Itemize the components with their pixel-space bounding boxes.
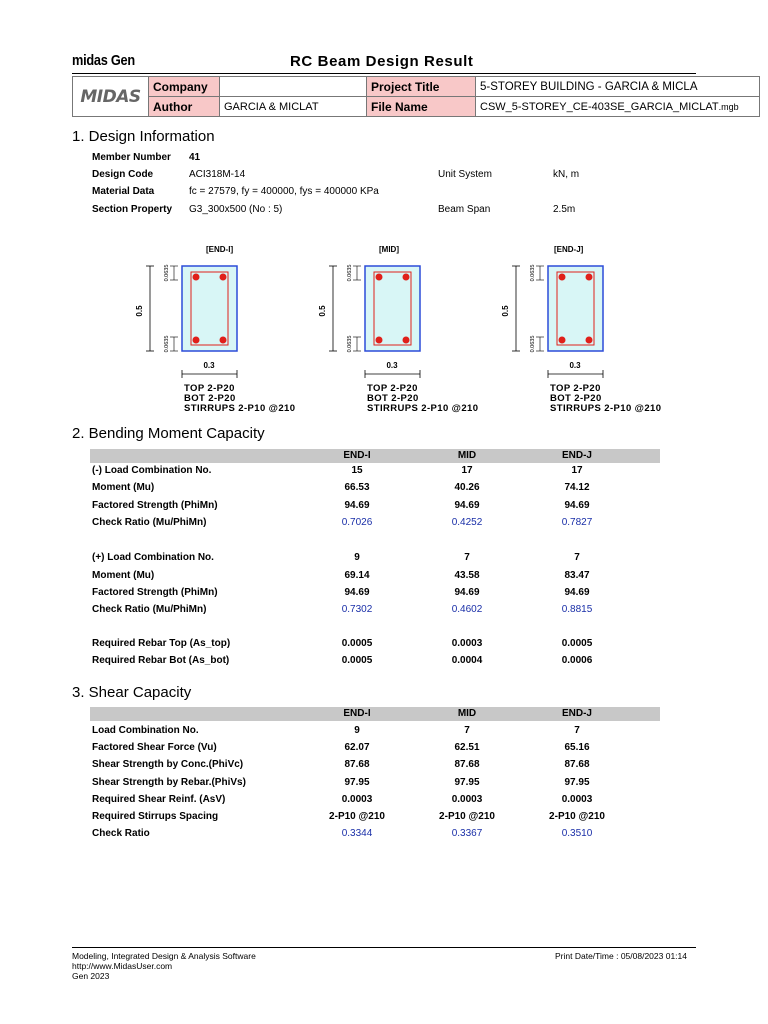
- section-mid: [318, 245, 420, 378]
- row-value: 43.58: [454, 570, 480, 581]
- footer-divider: [72, 947, 696, 948]
- title-divider: [72, 73, 696, 74]
- section-label: [END-J]: [554, 245, 584, 254]
- row-value: 66.53: [344, 482, 370, 493]
- row-value: 0.0005: [341, 638, 373, 649]
- row-label: Check Ratio (Mu/PhiMn): [92, 604, 207, 615]
- row-label: Factored Strength (PhiMn): [92, 500, 218, 511]
- file-name-value: CSW_5-STOREY_CE-403SE_GARCIA_MICLAT.mgb: [476, 97, 760, 117]
- rebar-top-left: [193, 274, 200, 281]
- shear-heading: 3. Shear Capacity: [72, 684, 192, 701]
- row-value: 0.7302: [341, 604, 373, 615]
- row-value: 9: [354, 725, 360, 736]
- row-value: 94.69: [344, 500, 370, 511]
- row-value: 17: [571, 465, 583, 476]
- table-row: [92, 517, 652, 531]
- row-value: 74.12: [564, 482, 590, 493]
- row-value: 0.0003: [561, 794, 593, 805]
- row-value: 97.95: [454, 777, 480, 788]
- row-value: 40.26: [454, 482, 480, 493]
- rebar-text-mid: TOP 2-P20 BOT 2-P20 STIRRUPS 2-P10 @210: [367, 383, 479, 414]
- material-data-value: fc = 27579, fy = 400000, fys = 400000 KPa: [189, 186, 379, 197]
- row-value: 87.68: [344, 759, 370, 770]
- unit-system-value: kN, m: [553, 169, 580, 180]
- table-row: [92, 552, 652, 566]
- table-row: [92, 482, 652, 496]
- page-title: RC Beam Design Result: [290, 53, 474, 70]
- row-label: Check Ratio: [92, 828, 150, 839]
- row-value: 0.4602: [451, 604, 483, 615]
- rebar-top-right: [220, 274, 227, 281]
- row-label: Required Rebar Top (As_top): [92, 638, 231, 649]
- table-row: [92, 759, 652, 773]
- material-data-label: Material Data: [92, 186, 155, 197]
- row-value: 7: [464, 725, 470, 736]
- rebar-text-end-j: TOP 2-P20 BOT 2-P20 STIRRUPS 2-P10 @210: [550, 383, 662, 414]
- table-row: [92, 742, 652, 756]
- row-label: Shear Strength by Rebar.(PhiVs): [92, 777, 246, 788]
- row-value: 0.0005: [341, 655, 373, 666]
- section-property-label: Section Property: [92, 204, 173, 215]
- row-value: 2-P10 @210: [439, 811, 495, 822]
- row-value: 0.0003: [451, 638, 483, 649]
- rebar-bot-left: [559, 337, 566, 344]
- row-label: (+) Load Combination No.: [92, 552, 214, 563]
- row-value: 0.7827: [561, 517, 593, 528]
- cover-bot-dim: 0.0635: [530, 335, 536, 353]
- cover-top-dim: 0.0635: [347, 264, 353, 282]
- row-label: Required Rebar Bot (As_bot): [92, 655, 230, 666]
- row-value: 0.8815: [561, 604, 593, 615]
- section-outline: [548, 266, 603, 351]
- rebar-bot-right: [403, 337, 410, 344]
- row-value: 94.69: [454, 587, 480, 598]
- row-value: 62.07: [344, 742, 370, 753]
- table-row: [92, 570, 652, 584]
- row-label: Required Stirrups Spacing: [92, 811, 219, 822]
- rebar-bot-right: [220, 337, 227, 344]
- cover-bot-dim: 0.0635: [347, 335, 353, 353]
- row-label: (-) Load Combination No.: [92, 465, 212, 476]
- section-end-j: [501, 245, 603, 378]
- section-label: [MID]: [379, 245, 399, 254]
- row-value: 97.95: [564, 777, 590, 788]
- width-dim: 0.3: [386, 361, 398, 370]
- height-dim: 0.5: [501, 305, 510, 317]
- author-label: Author: [149, 97, 220, 117]
- row-value: 87.68: [564, 759, 590, 770]
- design-code-label: Design Code: [92, 169, 154, 180]
- app-brand: midas Gen: [72, 52, 135, 69]
- row-value: 97.95: [344, 777, 370, 788]
- cover-top-dim: 0.0635: [164, 264, 170, 282]
- rebar-bot-right: [586, 337, 593, 344]
- row-value: 0.3344: [341, 828, 373, 839]
- row-value: 65.16: [564, 742, 590, 753]
- row-value: 94.69: [564, 500, 590, 511]
- row-value: 15: [351, 465, 363, 476]
- table-row: [92, 811, 652, 825]
- rebar-top-left: [559, 274, 566, 281]
- row-value: 7: [574, 725, 580, 736]
- footer-info: Modeling, Integrated Design & Analysis Software http://www.MidasUser.com Gen 2023: [72, 951, 256, 981]
- row-label: Check Ratio (Mu/PhiMn): [92, 517, 207, 528]
- design-code-value: ACI318M-14: [189, 169, 246, 180]
- row-value: 83.47: [564, 570, 590, 581]
- row-value: 7: [574, 552, 580, 563]
- row-label: Moment (Mu): [92, 482, 155, 493]
- section-label: [END-I]: [206, 245, 234, 254]
- row-value: 0.0005: [561, 638, 593, 649]
- beam-span-label: Beam Span: [438, 204, 491, 215]
- unit-system-label: Unit System: [438, 169, 492, 180]
- row-label: Factored Strength (PhiMn): [92, 587, 218, 598]
- row-label: Required Shear Reinf. (AsV): [92, 794, 226, 805]
- file-name-label: File Name: [367, 97, 476, 117]
- rebar-top-right: [586, 274, 593, 281]
- row-value: 94.69: [564, 587, 590, 598]
- author-value: GARCIA & MICLAT: [220, 97, 367, 117]
- table-row: [92, 655, 652, 669]
- rebar-top-right: [403, 274, 410, 281]
- row-label: Load Combination No.: [92, 725, 199, 736]
- row-label: Factored Shear Force (Vu): [92, 742, 217, 753]
- row-value: 2-P10 @210: [549, 811, 605, 822]
- row-label: Shear Strength by Conc.(PhiVc): [92, 759, 244, 770]
- row-value: 0.4252: [451, 517, 483, 528]
- rebar-bot-left: [376, 337, 383, 344]
- row-value: 0.0003: [341, 794, 373, 805]
- bending-column-header: END-I MID END-J: [90, 449, 660, 463]
- row-value: 0.3510: [561, 828, 593, 839]
- shear-column-header: END-I MID END-J: [90, 707, 660, 721]
- table-row: [92, 500, 652, 514]
- table-row: [92, 465, 652, 479]
- table-row: [92, 828, 652, 842]
- width-dim: 0.3: [569, 361, 581, 370]
- rebar-text-end-i: TOP 2-P20 BOT 2-P20 STIRRUPS 2-P10 @210: [184, 383, 296, 414]
- height-dim: 0.5: [135, 305, 144, 317]
- design-info-heading: 1. Design Information: [72, 128, 215, 145]
- row-value: 0.0004: [451, 655, 483, 666]
- table-row: [92, 794, 652, 808]
- row-value: 0.7026: [341, 517, 373, 528]
- rebar-top-left: [376, 274, 383, 281]
- row-value: 0.3367: [451, 828, 483, 839]
- row-value: 62.51: [454, 742, 480, 753]
- row-value: 94.69: [344, 587, 370, 598]
- row-label: Moment (Mu): [92, 570, 155, 581]
- header-table: [72, 76, 760, 117]
- row-value: 0.0003: [451, 794, 483, 805]
- height-dim: 0.5: [318, 305, 327, 317]
- section-outline: [182, 266, 237, 351]
- section-property-value: G3_300x500 (No : 5): [189, 204, 283, 215]
- width-dim: 0.3: [203, 361, 215, 370]
- project-title-value: 5-STOREY BUILDING - GARCIA & MICLA: [476, 77, 760, 97]
- section-outline: [365, 266, 420, 351]
- bending-heading: 2. Bending Moment Capacity: [72, 425, 265, 442]
- row-value: 94.69: [454, 500, 480, 511]
- rebar-bot-left: [193, 337, 200, 344]
- row-value: 69.14: [344, 570, 370, 581]
- company-label: Company: [149, 77, 220, 97]
- table-row: [92, 777, 652, 791]
- row-value: 87.68: [454, 759, 480, 770]
- row-value: 0.0006: [561, 655, 593, 666]
- print-date: Print Date/Time : 05/08/2023 01:14: [555, 951, 687, 961]
- project-title-label: Project Title: [367, 77, 476, 97]
- row-value: 2-P10 @210: [329, 811, 385, 822]
- section-end-i: [135, 245, 237, 378]
- row-value: 17: [461, 465, 473, 476]
- table-row: [92, 604, 652, 618]
- table-row: [92, 638, 652, 652]
- company-value: [220, 77, 367, 97]
- table-row: [92, 587, 652, 601]
- cover-top-dim: 0.0635: [530, 264, 536, 282]
- member-number-label: Member Number: [92, 152, 171, 163]
- row-value: 7: [464, 552, 470, 563]
- midas-logo: MIDAS: [73, 77, 149, 117]
- cover-bot-dim: 0.0635: [164, 335, 170, 353]
- beam-span-value: 2.5m: [553, 204, 576, 215]
- row-value: 9: [354, 552, 360, 563]
- member-number-value: 41: [189, 152, 201, 163]
- table-row: [92, 725, 652, 739]
